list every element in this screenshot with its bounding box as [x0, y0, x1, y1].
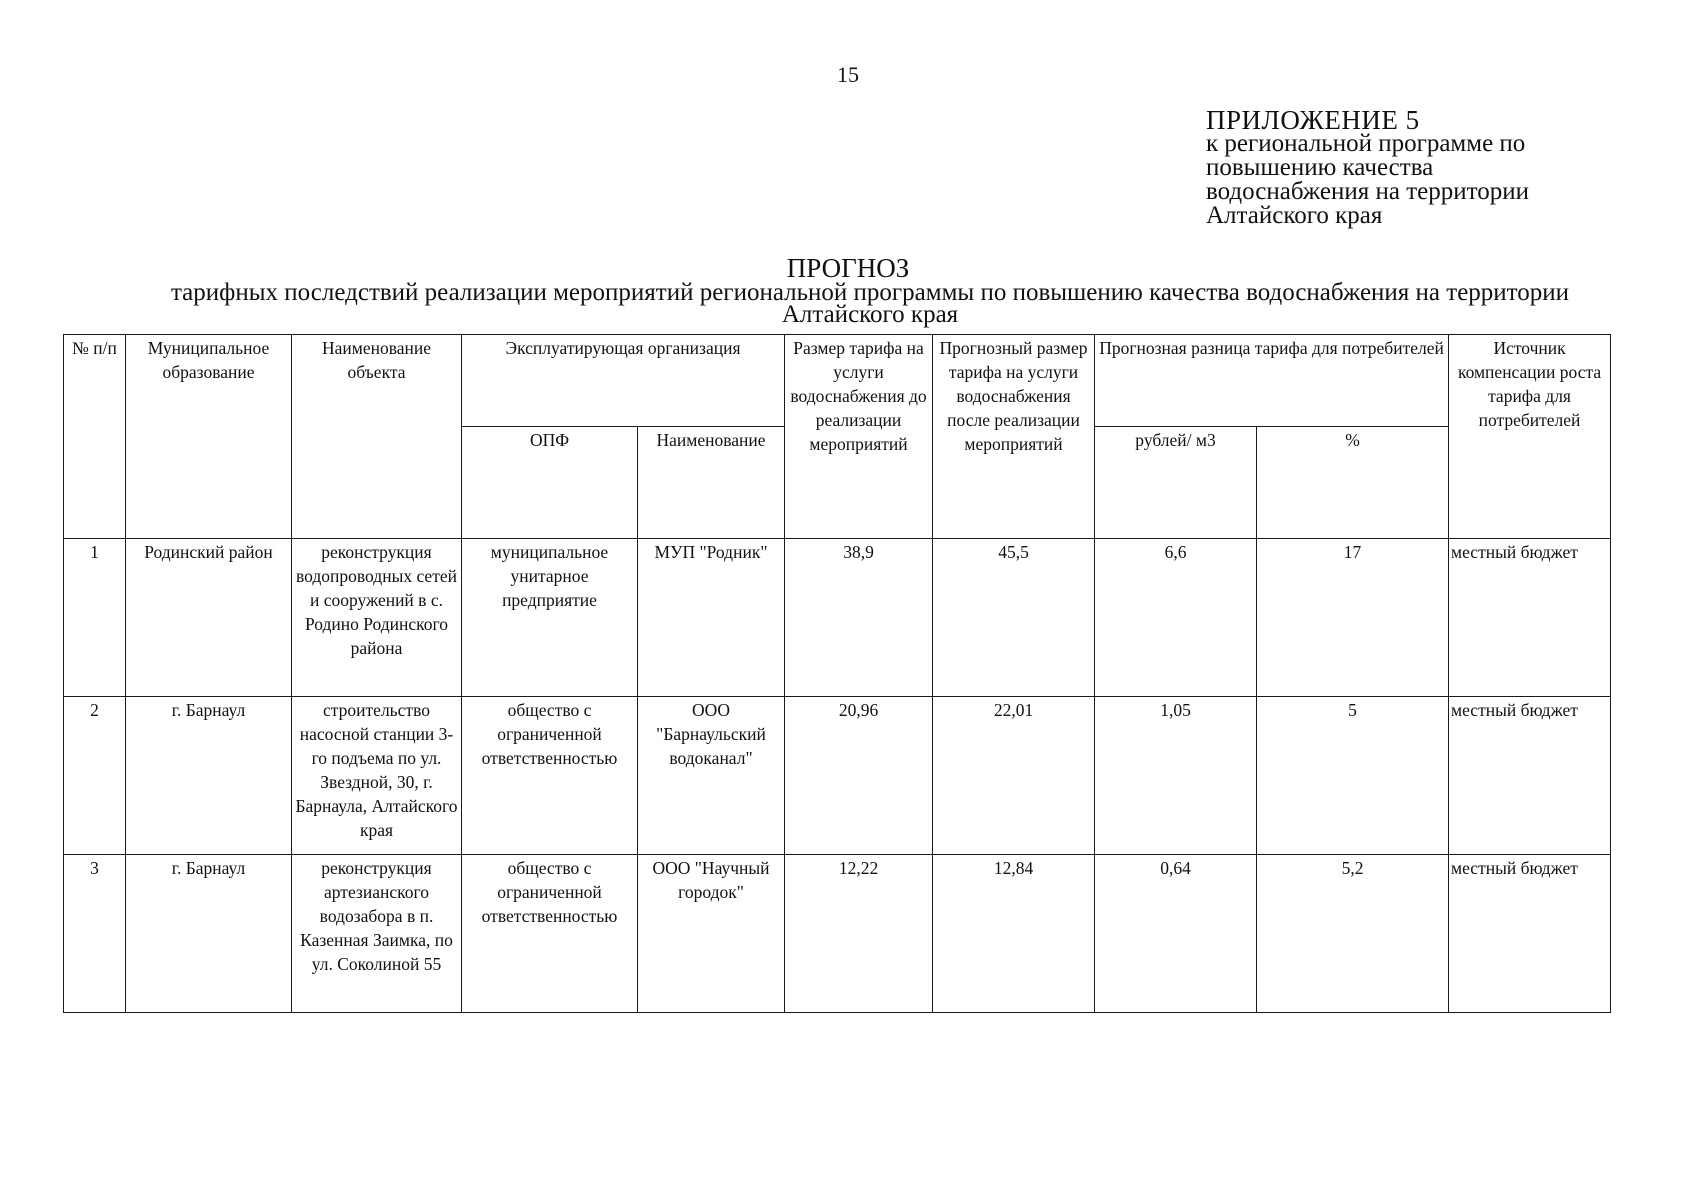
header-diff-pct: %: [1257, 427, 1449, 539]
header-municipality: Муниципальное образование: [126, 335, 292, 539]
header-name: Наименование: [638, 427, 785, 539]
cell-name: МУП "Родник": [638, 539, 785, 697]
header-num: № п/п: [64, 335, 126, 539]
cell-municipality: Родинский район: [126, 539, 292, 697]
header-tariff-after: Прогнозный размер тарифа на услуги водоснабжения после реализации мероприятий: [933, 335, 1095, 539]
cell-source: местный бюджет: [1449, 697, 1611, 855]
cell-opf: муниципальное унитарное предприятие: [462, 539, 638, 697]
cell-object: реконструкция артезианского водозабора в п. Казенная Заимка, по ул. Соколиной 55: [292, 855, 462, 1013]
cell-tariff-before: 38,9: [785, 539, 933, 697]
cell-tariff-before: 20,96: [785, 697, 933, 855]
header-object: Наименование объекта: [292, 335, 462, 539]
cell-object: реконструкция водопроводных сетей и сооружений в с. Родино Родинского района: [292, 539, 462, 697]
cell-tariff-after: 45,5: [933, 539, 1095, 697]
table-row: [64, 539, 1611, 697]
appendix-line: Алтайского края: [1206, 202, 1383, 229]
cell-diff-pct: 5: [1257, 697, 1449, 855]
document-subtitle: тарифных последствий реализации мероприятий региональной программы по повышению качества водоснабжения на территории Алтайского края: [170, 279, 1570, 328]
cell-diff-rub: 0,64: [1095, 855, 1257, 1013]
appendix-line: водоснабжения на территории: [1206, 178, 1529, 205]
header-tariff-before: Размер тарифа на услуги водоснабжения до реализации мероприятий: [785, 335, 933, 539]
cell-tariff-after: 22,01: [933, 697, 1095, 855]
table-row: [64, 697, 1611, 855]
cell-tariff-before: 12,22: [785, 855, 933, 1013]
header-diff-rub: рублей/ м3: [1095, 427, 1257, 539]
document-title: ПРОГНОЗ: [786, 253, 910, 283]
cell-name: ООО "Барнаульский водоканал": [638, 697, 785, 855]
cell-diff-pct: 5,2: [1257, 855, 1449, 1013]
cell-num: 1: [64, 539, 126, 697]
cell-num: 2: [64, 697, 126, 855]
appendix-title: ПРИЛОЖЕНИЕ 5: [1206, 105, 1420, 135]
appendix-line: к региональной программе по: [1206, 130, 1526, 157]
cell-opf: общество с ограниченной ответственностью: [462, 855, 638, 1013]
appendix-line: повышению качества: [1206, 154, 1434, 181]
header-difference: Прогнозная разница тарифа для потребителей: [1095, 335, 1449, 427]
header-operator: Эксплуатирующая организация: [462, 335, 785, 427]
cell-opf: общество с ограниченной ответственностью: [462, 697, 638, 855]
cell-num: 3: [64, 855, 126, 1013]
cell-diff-rub: 1,05: [1095, 697, 1257, 855]
cell-diff-rub: 6,6: [1095, 539, 1257, 697]
header-opf: ОПФ: [462, 427, 638, 539]
cell-tariff-after: 12,84: [933, 855, 1095, 1013]
cell-source: местный бюджет: [1449, 855, 1611, 1013]
cell-municipality: г. Барнаул: [126, 697, 292, 855]
cell-object: строительство насосной станции 3-го подъема по ул. Звездной, 30, г. Барнаула, Алтайского края: [292, 697, 462, 855]
cell-municipality: г. Барнаул: [126, 855, 292, 1013]
cell-diff-pct: 17: [1257, 539, 1449, 697]
table-header-row: [64, 335, 1611, 427]
appendix-block: [1206, 105, 1626, 229]
table-row: [64, 855, 1611, 1013]
header-source: Источник компенсации роста тарифа для потребителей: [1449, 335, 1611, 539]
cell-name: ООО "Научный городок": [638, 855, 785, 1013]
cell-source: местный бюджет: [1449, 539, 1611, 697]
forecast-table: [63, 334, 1611, 1013]
page-number: 15: [837, 62, 859, 87]
